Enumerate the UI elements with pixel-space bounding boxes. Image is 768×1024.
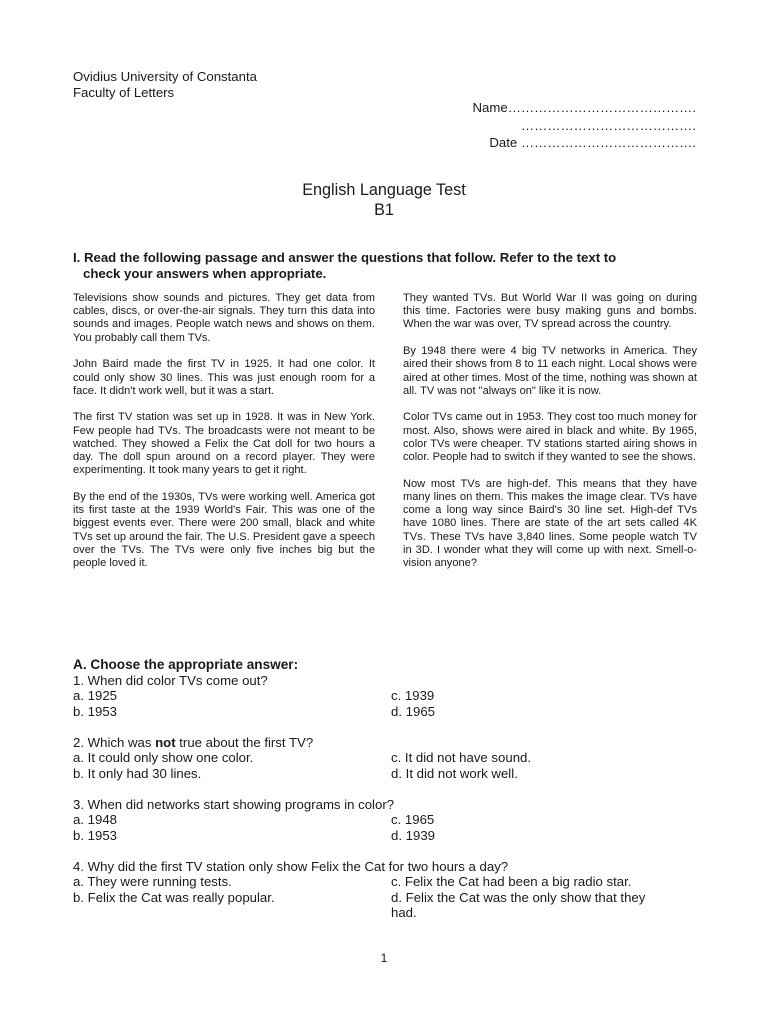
answer-options [73, 812, 713, 843]
question-text: 3. When did networks start showing programs in color? [73, 796, 395, 812]
page-number: 1 [380, 951, 388, 965]
passage-paragraph: The first TV station was set up in 1928. It was in New York. Few people had TVs. The broadcasts were not meant to be watched. They showed a Felix the Cat doll for two hours a day. The doll spun around on a record player. They were experimenting. It took many years to get it right. [73, 411, 375, 477]
section-instruction [73, 250, 703, 282]
option-d[interactable]: d. 1965 [391, 703, 435, 719]
question-text: 1. When did color TVs come out? [73, 672, 268, 688]
date-field[interactable]: Date …………………………………. [489, 135, 696, 150]
option-b[interactable]: b. 1953 [73, 703, 117, 719]
question-1 [73, 673, 713, 720]
question-emphasis: not [155, 734, 176, 750]
multiple-choice-section [73, 657, 713, 936]
option-a[interactable]: a. They were running tests. [73, 874, 232, 889]
passage-paragraph: They wanted TVs. But World War II was going on during this time. Factories were busy making guns and bombs. When the war was over, TV spread across the country. [403, 292, 697, 331]
option-a[interactable]: a. It could only show one color. [73, 750, 254, 765]
option-b[interactable]: b. 1953 [73, 827, 117, 843]
option-a[interactable]: a. 1925 [73, 688, 117, 703]
option-c[interactable]: c. 1939 [391, 688, 435, 703]
question-text: 4. Why did the first TV station only show Felix the Cat for two hours a day? [73, 858, 509, 874]
instruction-text: I. Read the following passage and answer the questions that follow. Refer to the text to [73, 250, 617, 265]
student-info-fields [473, 99, 696, 152]
test-title [0, 180, 768, 220]
passage-paragraph: Televisions show sounds and pictures. They get data from cables, discs, or over-the-air signals. They turn this data into sounds and images. People watch news and shows on them. You probably call them TVs. [73, 292, 375, 344]
passage-left-column [73, 292, 375, 584]
test-title-line: English Language Test [302, 181, 466, 199]
document-header [73, 69, 257, 100]
question-2 [73, 735, 713, 782]
passage-paragraph: John Baird made the first TV in 1925. It had one color. It could only show 30 lines. This was just enough room for a face. It didn't work well, but it was a start. [73, 358, 375, 397]
option-c[interactable]: c. 1965 [391, 812, 435, 827]
question-4 [73, 859, 713, 921]
passage-paragraph: By 1948 there were 4 big TV networks in America. They aired their shows from 8 to 11 each night. Local shows were aired at other times. Most of the time, nothing was shown at all. TV was not "always on" like it is now. [403, 345, 697, 397]
passage-paragraph: Now most TVs are high-def. This means that they have many lines on them. This makes the image clear. TVs have come a long way since Baird's 30 line set. High-def TVs have 1080 lines. There are state of the art sets called 4K TVs. These TVs have 3,840 lines. Some people watch TV in 3D. I wonder what they will come up with next. Smell-o-vision anyone? [403, 477, 697, 569]
question-text-end: true about the first TV? [175, 734, 314, 750]
question-3 [73, 797, 713, 844]
passage-paragraph: By the end of the 1930s, TVs were working well. America got its first taste at the 1939 World's Fair. This was one of the biggest events ever. There were 200 small, black and white TVs set up around the fair. The U.S. President gave a speech over the TVs. The TVs were only five inches big but the people loved it. [73, 490, 375, 569]
option-d[interactable]: d. 1939 [391, 827, 435, 843]
passage-right-column [403, 292, 697, 584]
option-d[interactable]: d. Felix the Cat was the only show that they had. [391, 889, 646, 920]
instruction-text-continued: check your answers when appropriate. [83, 265, 327, 281]
faculty-name: Faculty of Letters [73, 84, 175, 100]
answer-options [73, 750, 713, 781]
option-d[interactable]: d. It did not work well. [391, 765, 518, 781]
option-c[interactable]: c. It did not have sound. [391, 750, 532, 765]
name-field-continuation[interactable]: …………………………………. [520, 117, 696, 133]
test-level: B1 [374, 201, 394, 219]
option-a[interactable]: a. 1948 [73, 812, 117, 827]
section-a-heading: A. Choose the appropriate answer: [73, 657, 299, 672]
answer-options [73, 688, 713, 719]
option-b[interactable]: b. Felix the Cat was really popular. [73, 889, 275, 905]
name-field[interactable]: Name……………………………………. [472, 100, 696, 115]
passage-paragraph: Color TVs came out in 1953. They cost too much money for most. Also, shows were aired in black and white. By 1965, color TVs were cheaper. TV stations started airing shows in color. People had to switch if they wanted to see the shows. [403, 411, 697, 464]
option-b[interactable]: b. It only had 30 lines. [73, 765, 202, 781]
university-name: Ovidius University of Constanta [73, 69, 257, 84]
answer-options [73, 874, 713, 921]
question-text [73, 735, 713, 751]
option-c[interactable]: c. Felix the Cat had been a big radio star. [391, 874, 632, 889]
question-text-start: 2. Which was [73, 734, 156, 750]
